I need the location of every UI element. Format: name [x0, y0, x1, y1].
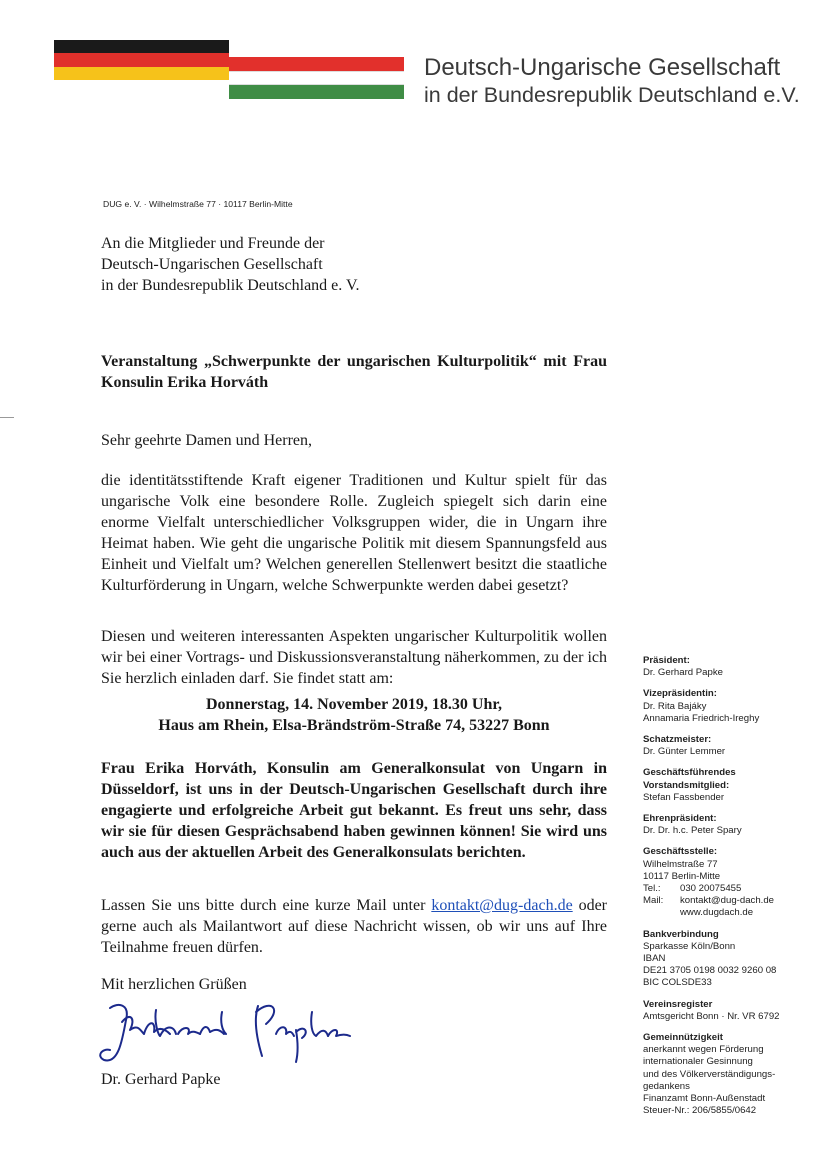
sidebar-managing-board: [643, 767, 823, 804]
email-link[interactable]: kontakt@dug-dach.de: [431, 897, 573, 914]
paragraph-speaker: Frau Erika Horváth, Konsulin am Generalkonsulat von Ungarn in Düsseldorf, ist uns in der Deutsch-Ungarischen Gesellschaft durch ihre engagierte und erfolgreiche Arbeit gut bekannt. Es freut uns sehr, dass wir sie für diesen Gesprächsabend haben gewinnen können! Sie wird uns auch aus der aktuellen Arbeit des Generalkonsulats berichten.: [101, 760, 607, 861]
closing: Mit herzlichen Grüßen: [101, 976, 247, 993]
sidebar-value: DE21 3705 0198 0032 9260 08: [643, 965, 777, 977]
greeting: Sehr geehrte Damen und Herren,: [101, 432, 313, 449]
sidebar-label: Geschäftsstelle:: [643, 846, 718, 858]
sidebar-office: [643, 846, 823, 919]
sidebar-value: IBAN: [643, 953, 666, 965]
sidebar-vice-president: [643, 688, 823, 725]
sender-line: DUG e. V. · Wilhelmstraße 77 · 10117 Berlin-Mitte: [103, 199, 293, 209]
rsvp-text-before: Lassen Sie uns bitte durch eine kurze Mail unter: [101, 897, 432, 914]
event-date: Donnerstag, 14. November 2019, 18.30 Uhr,: [206, 696, 502, 713]
margin-fold-mark: [0, 417, 14, 418]
sidebar-value: und des Völkerverständigungs-: [643, 1068, 776, 1080]
sidebar-honorary-president: [643, 813, 823, 837]
paragraph-invitation: Diesen und weiteren interessanten Aspekten ungarischer Kulturpolitik wollen wir bei einer Vortrags- und Diskussionsveranstaltung näherkommen, zu der ich Sie herzlich einladen darf. Sie findet statt am:: [101, 628, 607, 687]
sidebar-value: Dr. Dr. h.c. Peter Spary: [643, 825, 742, 837]
sidebar-value: Sparkasse Köln/Bonn: [643, 940, 736, 952]
recipient-line: Deutsch-Ungarischen Gesellschaft: [101, 256, 323, 273]
sidebar-label: Vizepräsidentin:: [643, 688, 717, 700]
recipient-line: in der Bundesrepublik Deutschland e. V.: [101, 277, 360, 294]
subject-line: Veranstaltung „Schwerpunkte der ungarischen Kulturpolitik“ mit Frau Konsulin Erika Horváth: [101, 353, 607, 391]
sidebar-label: Schatzmeister:: [643, 734, 712, 746]
sidebar-label: Gemeinnützigkeit: [643, 1032, 723, 1044]
handwritten-signature: [96, 990, 356, 1070]
org-name: Deutsch-Ungarische Gesellschaft: [424, 54, 781, 81]
sidebar-value: Finanzamt Bonn-Außenstadt: [643, 1093, 766, 1105]
sidebar-label: Bankverbindung: [643, 928, 719, 940]
sidebar-phone: [643, 883, 823, 895]
org-subtitle: in der Bundesrepublik Deutschland e.V.: [424, 83, 800, 107]
sidebar-value: Amtsgericht Bonn · Nr. VR 6792: [643, 1010, 780, 1022]
event-place: Haus am Rhein, Elsa-Brändström-Straße 74, 53227 Bonn: [158, 717, 550, 734]
sidebar-value: 10117 Berlin-Mitte: [643, 870, 721, 882]
sidebar-label: Vorstandsmitglied:: [643, 779, 730, 791]
phone-number: 030 20075455: [680, 883, 742, 895]
phone-label: Tel.:: [643, 883, 661, 895]
paragraph-intro: die identitätsstiftende Kraft eigener Traditionen und Kultur spielt für das ungarische Volk eine besondere Rolle. Zugleich spiegelt sich darin eine enorme Vielfalt unterschiedlicher Volksgruppen wider, die in Ungarn ihre Heimat haben. Wie geht die ungarische Politik mit diesem Spannungsfeld aus Einheit und Vielfalt um? Welchen generellen Stellenwert besitzt die staatliche Kulturförderung in Ungarn, welche Schwerpunkte werden dabei gesetzt?: [101, 472, 607, 594]
sidebar-value: Annamaria Friedrich-Ireghy: [643, 712, 760, 724]
recipient-address: [101, 233, 359, 296]
paragraph-rsvp: [101, 895, 607, 958]
sidebar-value: Dr. Rita Bajáky: [643, 700, 707, 712]
sidebar-label: Geschäftsführendes: [643, 767, 736, 779]
rsvp-text-after: oder gerne auch als Mailantwort auf diese Nachricht wissen, ob wir uns auf Ihre Teilnahme freuen dürfen.: [101, 897, 607, 956]
sidebar-label: Vereinsregister: [643, 998, 713, 1010]
sidebar-board-info: [643, 655, 823, 1127]
event-details: [101, 694, 607, 736]
sidebar-value: gedankens: [643, 1080, 690, 1092]
hungarian-flag-logo: [229, 57, 404, 99]
sidebar-value: Wilhelmstraße 77: [643, 858, 718, 870]
sidebar-value: Stefan Fassbender: [643, 791, 725, 803]
sidebar-mail: [643, 895, 823, 907]
mail-label: Mail:: [643, 895, 664, 907]
sidebar-bank: [643, 929, 823, 990]
sidebar-president: [643, 655, 823, 679]
sidebar-treasurer: [643, 734, 823, 758]
recipient-line: An die Mitglieder und Freunde der: [101, 235, 325, 252]
sidebar-value: internationaler Gesinnung: [643, 1056, 753, 1068]
sidebar-value: anerkannt wegen Förderung: [643, 1044, 764, 1056]
sidebar-register: [643, 999, 823, 1023]
sidebar-label: Ehrenpräsident:: [643, 813, 717, 825]
sidebar-nonprofit: [643, 1032, 823, 1117]
german-flag-logo: [54, 40, 229, 80]
sidebar-value: Steuer-Nr.: 206/5855/0642: [643, 1105, 757, 1117]
sidebar-value: Dr. Gerhard Papke: [643, 667, 723, 679]
mail-address: kontakt@dug-dach.de: [680, 895, 775, 907]
sidebar-value: Dr. Günter Lemmer: [643, 746, 726, 758]
sidebar-label: Präsident:: [643, 655, 690, 666]
sidebar-website: www.dugdach.de: [680, 907, 754, 919]
signatory-name: Dr. Gerhard Papke: [101, 1071, 221, 1088]
sidebar-value: BIC COLSDE33: [643, 977, 712, 989]
